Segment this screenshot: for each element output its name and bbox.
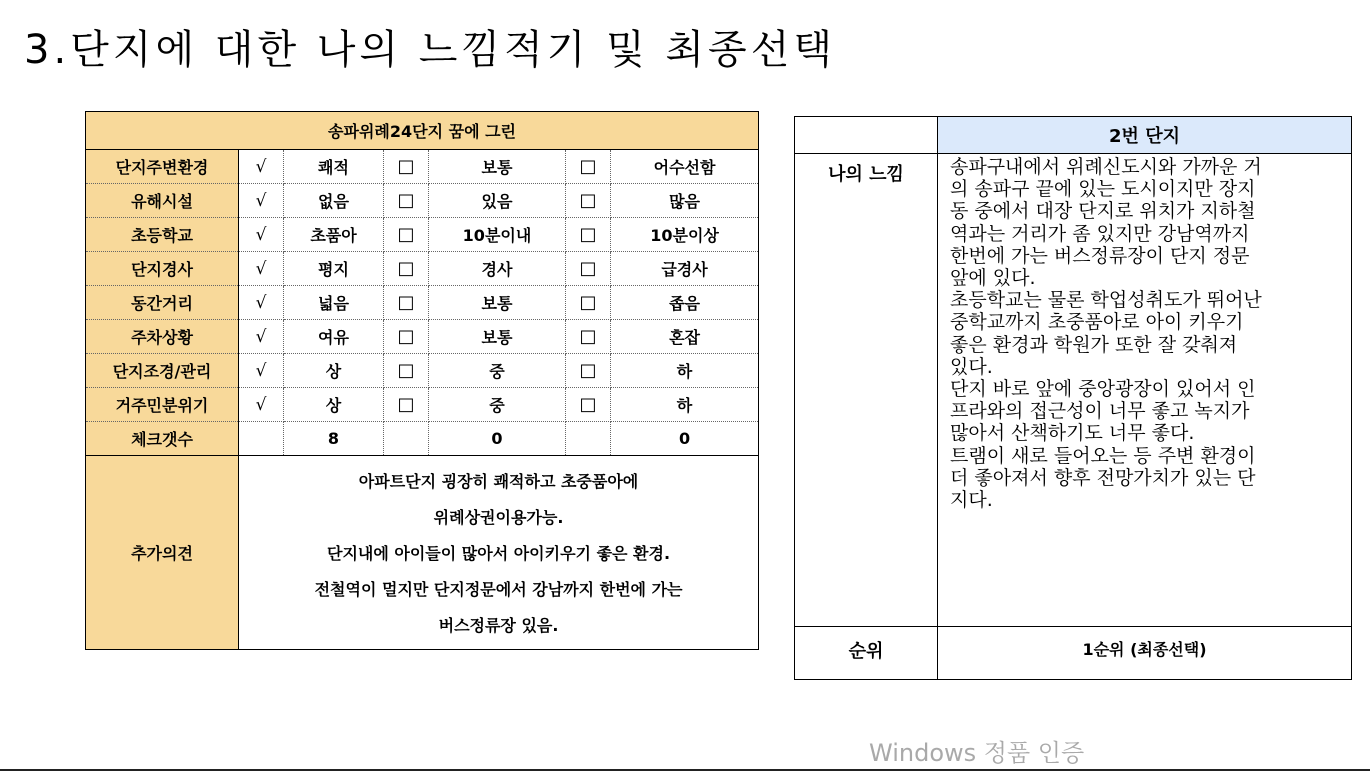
empty-cell <box>239 422 284 456</box>
option-3-label: 혼잡 <box>611 320 759 354</box>
option-2-label: 보통 <box>429 286 566 320</box>
feeling-line: 중학교까지 초중품아로 아이 키우기 <box>950 311 1244 334</box>
feeling-line: 프라와의 접근성이 너무 좋고 녹지가 <box>950 400 1250 423</box>
option-3-label: 하 <box>611 354 759 388</box>
option-3-label: 하 <box>611 388 759 422</box>
feeling-label: 나의 느낌 <box>795 154 938 627</box>
note-line: 전철역이 멀지만 단지정문에서 강남까지 한번에 가는 <box>314 579 683 599</box>
unchecked-box: □ <box>566 354 611 388</box>
bottom-divider <box>0 769 1370 771</box>
complex-name-header: 송파위례24단지 꿈에 그린 <box>86 112 759 150</box>
note-line: 단지내에 아이들이 많아서 아이키우기 좋은 환경. <box>327 543 671 563</box>
empty-cell <box>566 422 611 456</box>
unchecked-box: □ <box>384 184 429 218</box>
checklist-row <box>86 354 759 388</box>
option-3-label: 10분이상 <box>611 218 759 252</box>
feeling-line: 초등학교는 물론 학업성취도가 뛰어난 <box>950 289 1262 312</box>
checkmark: √ <box>239 286 284 320</box>
feeling-line: 앞에 있다. <box>950 267 1036 290</box>
checkmark: √ <box>239 150 284 184</box>
criterion-label: 동간거리 <box>86 286 239 320</box>
checkmark: √ <box>239 354 284 388</box>
option-3-label: 어수선함 <box>611 150 759 184</box>
checklist-table <box>85 111 759 650</box>
option-2-label: 10분이내 <box>429 218 566 252</box>
option-1-label: 평지 <box>284 252 384 286</box>
count-option-2: 0 <box>429 422 566 456</box>
evaluation-header-row <box>795 117 1352 154</box>
feeling-line: 송파구내에서 위례신도시와 가까운 거 <box>950 156 1262 178</box>
option-2-label: 있음 <box>429 184 566 218</box>
option-3-label: 많음 <box>611 184 759 218</box>
unchecked-box: □ <box>384 252 429 286</box>
feeling-line: 더 좋아져서 향후 전망가치가 있는 단 <box>950 466 1256 489</box>
additional-notes-label: 추가의견 <box>86 456 239 650</box>
unchecked-box: □ <box>384 354 429 388</box>
feeling-row <box>795 154 1352 627</box>
checklist-row <box>86 286 759 320</box>
windows-activation-watermark: Windows 정품 인증 <box>869 739 1085 767</box>
unchecked-box: □ <box>566 320 611 354</box>
checkmark: √ <box>239 184 284 218</box>
option-2-label: 보통 <box>429 320 566 354</box>
option-1-label: 상 <box>284 354 384 388</box>
feeling-line: 지다. <box>950 489 993 512</box>
additional-notes-text <box>239 456 759 650</box>
count-option-1: 8 <box>284 422 384 456</box>
empty-cell <box>384 422 429 456</box>
feeling-line: 역과는 거리가 좀 있지만 강남역까지 <box>950 222 1250 245</box>
feeling-line: 있다. <box>950 355 993 378</box>
feeling-line: 동 중에서 대장 단지로 위치가 지하철 <box>950 200 1256 223</box>
feeling-line: 많아서 산책하기도 너무 좋다. <box>950 422 1195 445</box>
check-count-label: 체크갯수 <box>86 422 239 456</box>
checkmark: √ <box>239 388 284 422</box>
checklist-row <box>86 252 759 286</box>
option-1-label: 초품아 <box>284 218 384 252</box>
criterion-label: 단지경사 <box>86 252 239 286</box>
checklist-row <box>86 150 759 184</box>
feeling-line: 단지 바로 앞에 중앙광장이 있어서 인 <box>950 378 1256 401</box>
option-2-label: 중 <box>429 354 566 388</box>
criterion-label: 단지주변환경 <box>86 150 239 184</box>
option-2-label: 보통 <box>429 150 566 184</box>
count-option-3: 0 <box>611 422 759 456</box>
note-line: 위례상권이용가능. <box>433 507 564 527</box>
unchecked-box: □ <box>566 388 611 422</box>
checklist-row <box>86 218 759 252</box>
checkmark: √ <box>239 320 284 354</box>
criterion-label: 거주민분위기 <box>86 388 239 422</box>
checklist-body <box>86 112 759 650</box>
option-1-label: 쾌적 <box>284 150 384 184</box>
unchecked-box: □ <box>384 218 429 252</box>
criterion-label: 유해시설 <box>86 184 239 218</box>
unchecked-box: □ <box>384 286 429 320</box>
unchecked-box: □ <box>384 150 429 184</box>
criterion-label: 초등학교 <box>86 218 239 252</box>
evaluation-table <box>794 116 1352 680</box>
checklist-row <box>86 320 759 354</box>
unchecked-box: □ <box>566 252 611 286</box>
checklist-header-row <box>86 112 759 150</box>
additional-notes-row <box>86 456 759 650</box>
option-3-label: 좁음 <box>611 286 759 320</box>
page-title: 3.단지에 대한 나의 느낌적기 및 최종선택 <box>24 27 836 73</box>
check-count-row <box>86 422 759 456</box>
header-empty-cell <box>795 117 938 154</box>
feeling-text <box>938 154 1352 627</box>
note-line: 아파트단지 굉장히 쾌적하고 초중품아에 <box>358 471 639 491</box>
unchecked-box: □ <box>384 320 429 354</box>
unchecked-box: □ <box>566 218 611 252</box>
unchecked-box: □ <box>566 286 611 320</box>
option-1-label: 없음 <box>284 184 384 218</box>
option-1-label: 넓음 <box>284 286 384 320</box>
note-line: 버스정류장 있음. <box>438 615 559 635</box>
feeling-line: 좋은 환경과 학원가 또한 잘 갖춰져 <box>950 333 1238 356</box>
rank-label: 순위 <box>795 627 938 680</box>
option-1-label: 상 <box>284 388 384 422</box>
criterion-label: 단지조경/관리 <box>86 354 239 388</box>
unchecked-box: □ <box>566 150 611 184</box>
option-2-label: 중 <box>429 388 566 422</box>
feeling-line: 한번에 가는 버스정류장이 단지 정문 <box>950 244 1250 267</box>
checklist-row <box>86 388 759 422</box>
feeling-line: 의 송파구 끝에 있는 도시이지만 장지 <box>950 178 1256 201</box>
option-1-label: 여유 <box>284 320 384 354</box>
option-3-label: 급경사 <box>611 252 759 286</box>
rank-row <box>795 627 1352 680</box>
feeling-line: 트램이 새로 들어오는 등 주변 환경이 <box>950 444 1256 467</box>
unchecked-box: □ <box>566 184 611 218</box>
checkmark: √ <box>239 252 284 286</box>
unchecked-box: □ <box>384 388 429 422</box>
criterion-label: 주차상황 <box>86 320 239 354</box>
checklist-row <box>86 184 759 218</box>
option-2-label: 경사 <box>429 252 566 286</box>
checkmark: √ <box>239 218 284 252</box>
rank-value: 1순위 (최종선택) <box>938 627 1352 680</box>
complex-number-header: 2번 단지 <box>938 117 1352 154</box>
